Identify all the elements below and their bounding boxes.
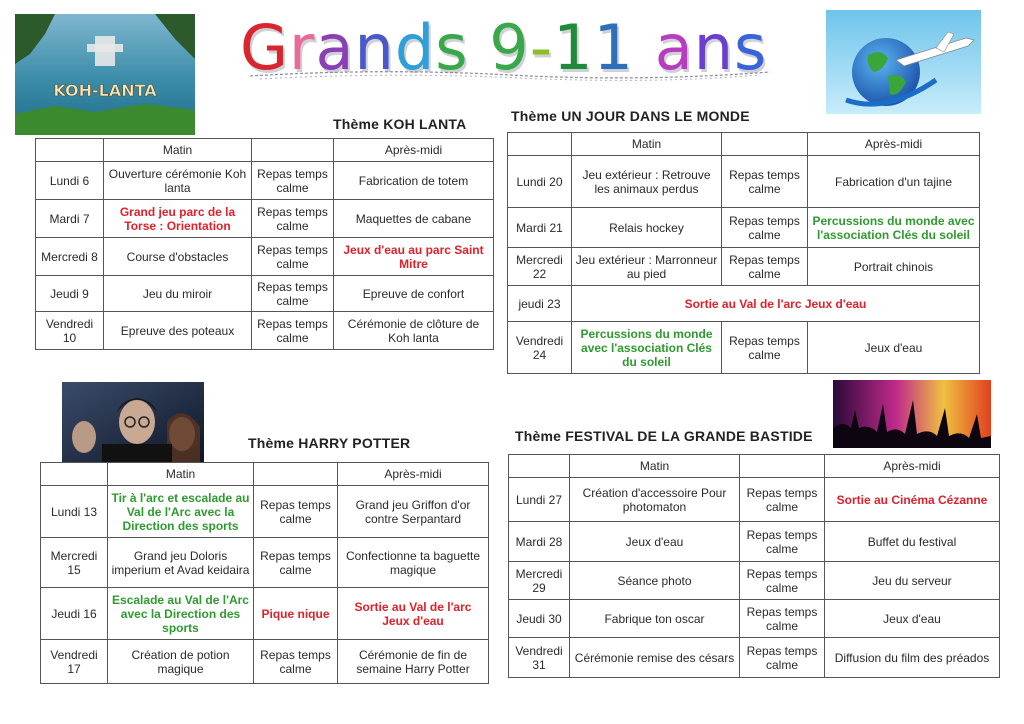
apres-midi-cell: Diffusion du film des préados xyxy=(825,638,1000,678)
header-matin: Matin xyxy=(104,139,252,162)
matin-cell: Ouverture cérémonie Koh lanta xyxy=(104,162,252,200)
header-apres-midi: Après-midi xyxy=(334,139,494,162)
title-letter: s xyxy=(733,11,768,84)
table-row xyxy=(36,312,494,350)
matin-cell: Séance photo xyxy=(570,562,740,600)
title-letter: a xyxy=(315,11,355,84)
apres-midi-cell: Jeux d'eau xyxy=(825,600,1000,638)
day-cell: Lundi 13 xyxy=(41,486,108,538)
repas-cell: Repas temps calme xyxy=(254,486,338,538)
day-cell: Lundi 6 xyxy=(36,162,104,200)
day-cell: Jeudi 30 xyxy=(509,600,570,638)
table-row xyxy=(41,640,489,684)
theme-title-harry-potter: Thème HARRY POTTER xyxy=(248,435,411,451)
title-letter: d xyxy=(394,11,436,84)
title-letter: n xyxy=(693,11,734,84)
matin-cell: Escalade au Val de l'Arc avec la Direction des sports xyxy=(108,588,254,640)
matin-cell: Epreuve des poteaux xyxy=(104,312,252,350)
koh-lanta-logo-text: KOH-LANTA xyxy=(53,81,157,100)
matin-cell: Jeu du miroir xyxy=(104,276,252,312)
apres-midi-cell: Fabrication d'un tajine xyxy=(808,156,980,208)
repas-cell: Repas temps calme xyxy=(252,238,334,276)
repas-cell: Repas temps calme xyxy=(722,248,808,286)
table-row xyxy=(509,478,1000,522)
header-matin: Matin xyxy=(108,463,254,486)
repas-cell: Pique nique xyxy=(254,588,338,640)
repas-cell: Repas temps calme xyxy=(252,312,334,350)
day-cell: Mercredi 29 xyxy=(509,562,570,600)
title-swoosh xyxy=(250,66,770,82)
table-row xyxy=(509,600,1000,638)
koh-lanta-schedule-table xyxy=(35,138,494,350)
day-cell: Mercredi 8 xyxy=(36,238,104,276)
matin-cell: Fabrique ton oscar xyxy=(570,600,740,638)
title-letter: r xyxy=(289,11,316,84)
day-cell: Mardi 21 xyxy=(508,208,572,248)
title-letter: 1 xyxy=(553,11,594,84)
repas-cell: Repas temps calme xyxy=(740,638,825,678)
repas-cell: Repas temps calme xyxy=(740,600,825,638)
apres-midi-cell: Jeu du serveur xyxy=(825,562,1000,600)
header-day xyxy=(36,139,104,162)
repas-cell: Repas temps calme xyxy=(740,562,825,600)
day-cell: Jeudi 16 xyxy=(41,588,108,640)
day-cell: Mardi 28 xyxy=(509,522,570,562)
table-row xyxy=(508,322,980,374)
title-letter: 9 xyxy=(489,11,530,84)
title-letter: n xyxy=(354,11,395,84)
table-row xyxy=(41,588,489,640)
header-repas xyxy=(722,133,808,156)
matin-cell: Jeu extérieur : Retrouve les animaux perdus xyxy=(572,156,722,208)
matin-cell: Grand jeu parc de la Torse : Orientation xyxy=(104,200,252,238)
day-cell: Mercredi 15 xyxy=(41,538,108,588)
header-day xyxy=(41,463,108,486)
matin-cell: Course d'obstacles xyxy=(104,238,252,276)
title-letter: s xyxy=(435,11,469,84)
repas-cell: Repas temps calme xyxy=(722,208,808,248)
header-day xyxy=(509,455,570,478)
header-matin: Matin xyxy=(570,455,740,478)
matin-cell: Percussions du monde avec l'association Clés du soleil xyxy=(572,322,722,374)
table-row xyxy=(36,276,494,312)
matin-cell: Jeu extérieur : Marronneur au pied xyxy=(572,248,722,286)
globe-airplane-image xyxy=(826,10,981,114)
table-row xyxy=(36,238,494,276)
day-cell: Mardi 7 xyxy=(36,200,104,238)
apres-midi-cell: Fabrication de totem xyxy=(334,162,494,200)
header-repas xyxy=(254,463,338,486)
theme-title-festival: Thème FESTIVAL DE LA GRANDE BASTIDE xyxy=(515,428,813,444)
repas-cell: Repas temps calme xyxy=(252,276,334,312)
day-cell: Vendredi 24 xyxy=(508,322,572,374)
apres-midi-cell: Portrait chinois xyxy=(808,248,980,286)
header-repas xyxy=(252,139,334,162)
koh-lanta-image xyxy=(15,14,195,135)
table-row xyxy=(509,638,1000,678)
matin-cell: Relais hockey xyxy=(572,208,722,248)
table-row xyxy=(509,562,1000,600)
table-row xyxy=(36,200,494,238)
repas-cell: Repas temps calme xyxy=(740,478,825,522)
matin-cell: Jeux d'eau xyxy=(570,522,740,562)
apres-midi-cell: Percussions du monde avec l'association Clés du soleil xyxy=(808,208,980,248)
repas-cell: Repas temps calme xyxy=(254,640,338,684)
repas-cell: Repas temps calme xyxy=(722,322,808,374)
apres-midi-cell: Maquettes de cabane xyxy=(334,200,494,238)
matin-cell: Tir à l'arc et escalade au Val de l'Arc avec la Direction des sports xyxy=(108,486,254,538)
table-row xyxy=(509,522,1000,562)
header-matin: Matin xyxy=(572,133,722,156)
title-letter: 1 xyxy=(593,11,634,84)
day-cell: Vendredi 10 xyxy=(36,312,104,350)
header-apres-midi: Après-midi xyxy=(338,463,489,486)
harry-potter-schedule-table xyxy=(40,462,489,684)
apres-midi-cell: Cérémonie de clôture de Koh lanta xyxy=(334,312,494,350)
repas-cell: Repas temps calme xyxy=(252,162,334,200)
matin-cell: Création de potion magique xyxy=(108,640,254,684)
festival-image xyxy=(833,380,991,448)
title-letter: - xyxy=(529,11,554,84)
apres-midi-cell: Confectionne ta baguette magique xyxy=(338,538,489,588)
title-letter: a xyxy=(654,11,694,84)
day-cell: Vendredi 31 xyxy=(509,638,570,678)
apres-midi-cell: Epreuve de confort xyxy=(334,276,494,312)
day-cell: jeudi 23 xyxy=(508,286,572,322)
day-cell: Lundi 20 xyxy=(508,156,572,208)
repas-cell: Repas temps calme xyxy=(252,200,334,238)
apres-midi-cell: Grand jeu Griffon d'or contre Serpantard xyxy=(338,486,489,538)
apres-midi-cell: Buffet du festival xyxy=(825,522,1000,562)
table-row xyxy=(508,156,980,208)
repas-cell: Repas temps calme xyxy=(254,538,338,588)
header-apres-midi: Après-midi xyxy=(825,455,1000,478)
matin-cell: Création d'accessoire Pour photomaton xyxy=(570,478,740,522)
apres-midi-cell: Sortie au Cinéma Cézanne xyxy=(825,478,1000,522)
apres-midi-cell: Cérémonie de fin de semaine Harry Potter xyxy=(338,640,489,684)
repas-cell: Repas temps calme xyxy=(722,156,808,208)
table-row xyxy=(508,208,980,248)
apres-midi-cell: Sortie au Val de l'arc Jeux d'eau xyxy=(338,588,489,640)
day-cell: Jeudi 9 xyxy=(36,276,104,312)
day-cell: Lundi 27 xyxy=(509,478,570,522)
apres-midi-cell: Jeux d'eau xyxy=(808,322,980,374)
table-row xyxy=(41,486,489,538)
theme-title-koh-lanta: Thème KOH LANTA xyxy=(333,116,467,132)
un-jour-dans-le-monde-schedule-table xyxy=(507,132,980,374)
table-row xyxy=(508,248,980,286)
header-apres-midi: Après-midi xyxy=(808,133,980,156)
table-row xyxy=(508,286,980,322)
day-cell: Mercredi 22 xyxy=(508,248,572,286)
theme-title-un-jour-dans-le-monde: Thème UN JOUR DANS LE MONDE xyxy=(511,108,750,124)
matin-cell: Cérémonie remise des césars xyxy=(570,638,740,678)
header-repas xyxy=(740,455,825,478)
repas-cell: Repas temps calme xyxy=(740,522,825,562)
header-day xyxy=(508,133,572,156)
matin-cell: Grand jeu Doloris imperium et Avad keidaira xyxy=(108,538,254,588)
day-cell: Vendredi 17 xyxy=(41,640,108,684)
table-row xyxy=(41,538,489,588)
title-letter: G xyxy=(240,11,290,84)
festival-schedule-table xyxy=(508,454,1000,678)
table-row xyxy=(36,162,494,200)
harry-potter-image xyxy=(62,382,204,463)
full-day-cell: Sortie au Val de l'arc Jeux d'eau xyxy=(572,286,980,322)
apres-midi-cell: Jeux d'eau au parc Saint Mitre xyxy=(334,238,494,276)
